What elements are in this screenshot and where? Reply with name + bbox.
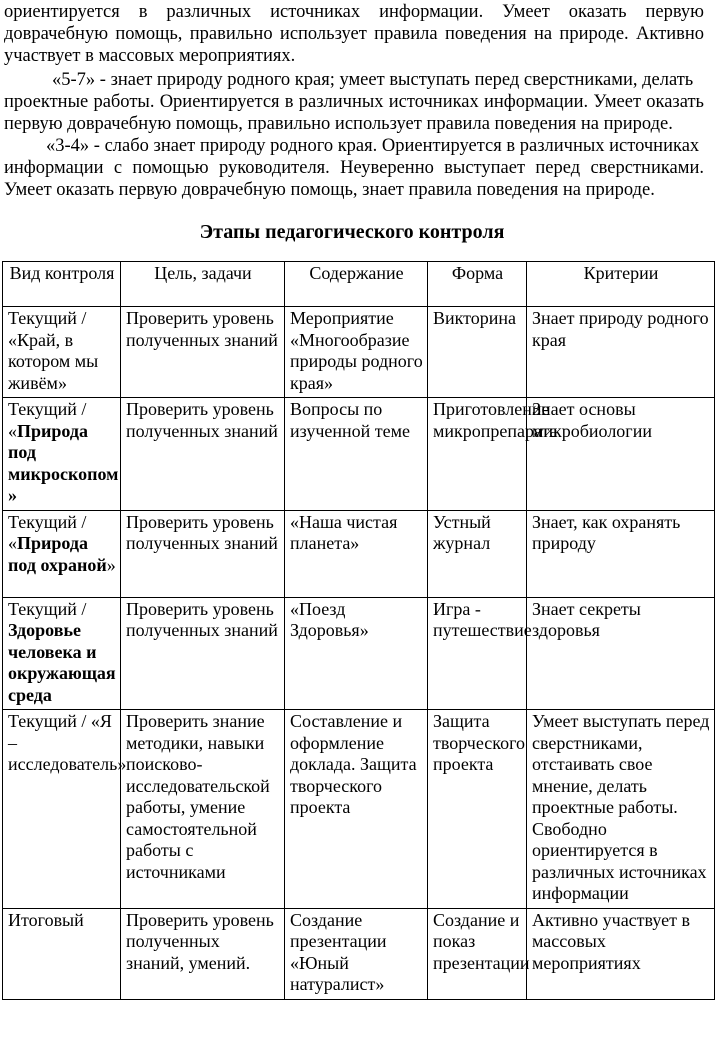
cell-form: Викторина bbox=[428, 307, 527, 398]
cell-form: Создание и показ презентации bbox=[428, 908, 527, 999]
cell-criteria: Знает основы микробиологии bbox=[527, 398, 715, 511]
cell-type: Текущий / Здоровье человека и окружающая среда bbox=[3, 597, 121, 710]
intro-line-7: «3-4» - слабо знает природу родного края. Ориентируется в различных источниках bbox=[46, 136, 700, 156]
intro-line-1: ориентируется в различных источниках информации. Умеет оказать первую bbox=[4, 2, 704, 22]
header-content: Содержание bbox=[285, 262, 428, 307]
header-goal: Цель, задачи bbox=[121, 262, 285, 307]
cell-criteria: Знает природу родного края bbox=[527, 307, 715, 398]
table-row bbox=[3, 307, 715, 398]
cell-content: Составление и оформление доклада. Защита творческого проекта bbox=[285, 710, 428, 909]
table-row bbox=[3, 597, 715, 710]
cell-type: Текущий / «Природа под микроскопом » bbox=[3, 398, 121, 511]
cell-criteria: Знает секреты здоровья bbox=[527, 597, 715, 710]
cell-content: Создание презентации «Юный натуралист» bbox=[285, 908, 428, 999]
cell-type: Итоговый bbox=[3, 908, 121, 999]
cell-content: Мероприятие «Многообразие природы родного края» bbox=[285, 307, 428, 398]
cell-goal: Проверить уровень полученных знаний bbox=[121, 510, 285, 597]
cell-type: Текущий / «Я – исследователь» bbox=[3, 710, 121, 909]
table-row bbox=[3, 510, 715, 597]
intro-line-9: Умеет оказать первую доврачебную помощь, знает правила поведения на природе. bbox=[4, 180, 655, 200]
cell-content: Вопросы по изученной теме bbox=[285, 398, 428, 511]
cell-goal: Проверить уровень полученных знаний bbox=[121, 597, 285, 710]
cell-content: «Наша чистая планета» bbox=[285, 510, 428, 597]
cell-goal: Проверить уровень полученных знаний bbox=[121, 307, 285, 398]
intro-line-2: доврачебную помощь, правильно использует правила поведения на природе. Активно bbox=[4, 24, 704, 44]
header-form: Форма bbox=[428, 262, 527, 307]
intro-line-4: «5-7» - знает природу родного края; умеет выступать перед сверстниками, делать bbox=[52, 70, 694, 90]
cell-criteria: Активно участвует в массовых мероприятиях bbox=[527, 908, 715, 999]
section-heading: Этапы педагогического контроля bbox=[199, 221, 505, 243]
cell-criteria: Умеет выступать перед сверстниками, отстаивать свое мнение, делать проектные работы. Свободно ориентируется в различных источниках информации bbox=[527, 710, 715, 909]
cell-criteria: Знает, как охранять природу bbox=[527, 510, 715, 597]
intro-line-8: информации с помощью руководителя. Неуверенно выступает перед сверстниками. bbox=[4, 158, 704, 178]
cell-goal: Проверить знание методики, навыки поисково-исследовательской работы, умение самостоятельной работы с источниками bbox=[121, 710, 285, 909]
table-header-row bbox=[3, 262, 715, 307]
header-criteria: Критерии bbox=[527, 262, 715, 307]
cell-type: Текущий / «Природа под охраной» bbox=[3, 510, 121, 597]
header-type: Вид контроля bbox=[3, 262, 121, 307]
cell-type: Текущий / «Край, в котором мы живём» bbox=[3, 307, 121, 398]
intro-line-3: участвует в массовых мероприятиях. bbox=[4, 46, 296, 66]
table-row bbox=[3, 398, 715, 511]
cell-form: Устный журнал bbox=[428, 510, 527, 597]
intro-line-6: первую доврачебную помощь, правильно использует правила поведения на природе. bbox=[4, 114, 673, 134]
cell-form: Игра - путешествие bbox=[428, 597, 527, 710]
control-stages-table bbox=[2, 261, 715, 1000]
table-row bbox=[3, 710, 715, 909]
cell-form: Приготовление микропрепарата bbox=[428, 398, 527, 511]
cell-form: Защита творческого проекта bbox=[428, 710, 527, 909]
intro-line-5: проектные работы. Ориентируется в различных источниках информации. Умеет оказать bbox=[4, 92, 704, 112]
cell-goal: Проверить уровень полученных знаний, умений. bbox=[121, 908, 285, 999]
cell-goal: Проверить уровень полученных знаний bbox=[121, 398, 285, 511]
cell-content: «Поезд Здоровья» bbox=[285, 597, 428, 710]
table-row bbox=[3, 908, 715, 999]
